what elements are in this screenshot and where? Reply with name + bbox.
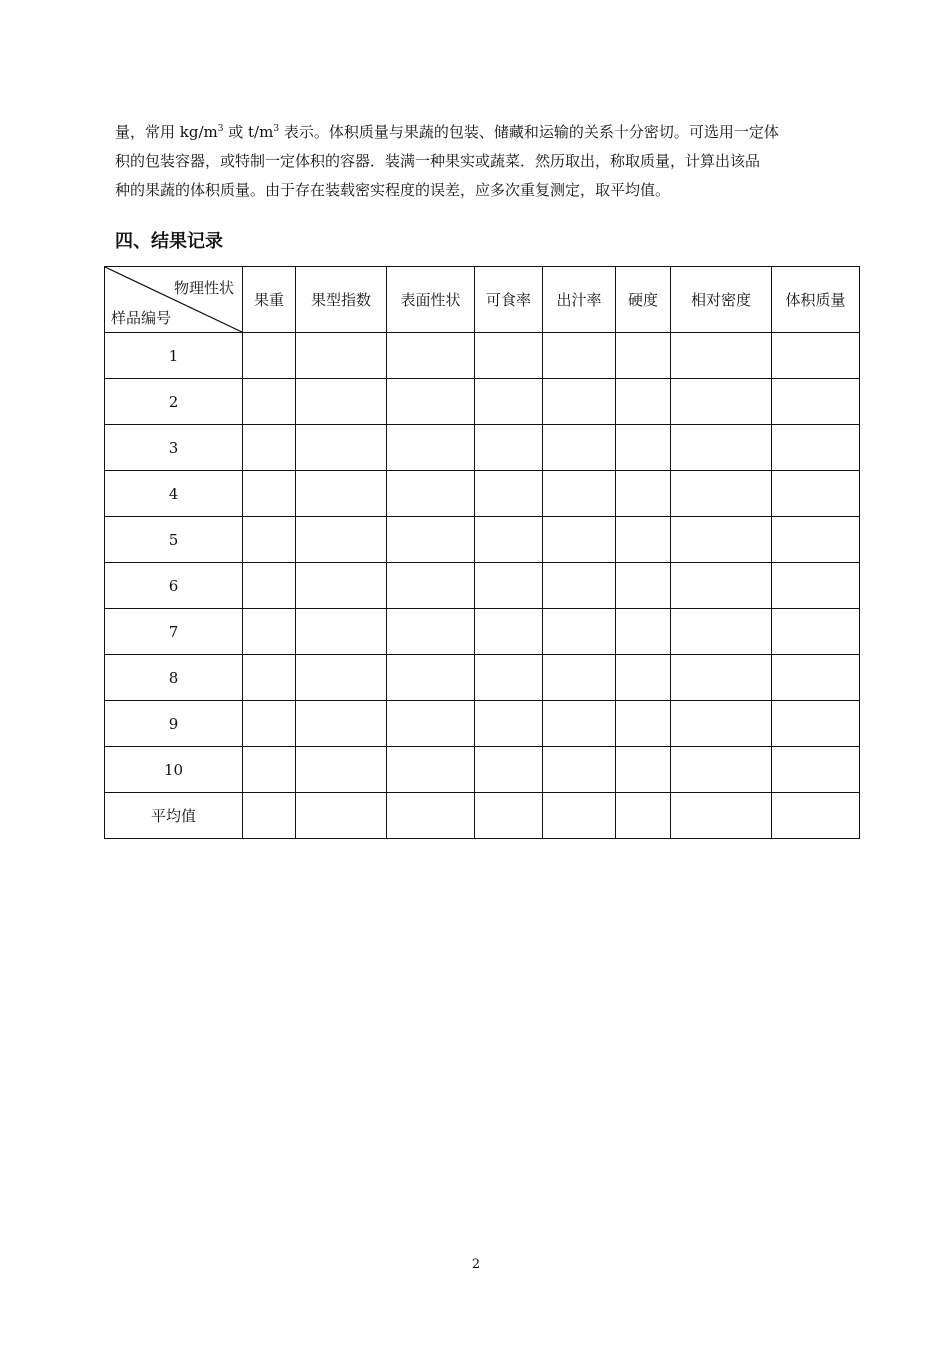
- empty-data-cell[interactable]: [475, 333, 543, 379]
- empty-data-cell[interactable]: [243, 425, 296, 471]
- corner-top-label: 物理性状: [173, 279, 234, 297]
- results-table: [104, 266, 860, 839]
- empty-data-cell[interactable]: [772, 701, 860, 747]
- column-header: 相对密度: [671, 267, 772, 333]
- empty-data-cell[interactable]: [543, 655, 616, 701]
- page-number: 2: [471, 1257, 481, 1272]
- column-header: 硬度: [616, 267, 671, 333]
- empty-data-cell[interactable]: [543, 379, 616, 425]
- empty-data-cell[interactable]: [616, 793, 671, 839]
- empty-data-cell[interactable]: [772, 517, 860, 563]
- empty-data-cell[interactable]: [543, 333, 616, 379]
- empty-data-cell[interactable]: [671, 379, 772, 425]
- corner-bottom-label: 样品编号: [111, 309, 172, 327]
- empty-data-cell[interactable]: [243, 333, 296, 379]
- empty-data-cell[interactable]: [772, 655, 860, 701]
- empty-data-cell[interactable]: [616, 333, 671, 379]
- superscript-2: 3: [273, 124, 280, 134]
- empty-data-cell[interactable]: [671, 517, 772, 563]
- column-header: 可食率: [475, 267, 543, 333]
- empty-data-cell[interactable]: [243, 655, 296, 701]
- empty-data-cell[interactable]: [243, 793, 296, 839]
- empty-data-cell[interactable]: [387, 563, 475, 609]
- empty-data-cell[interactable]: [772, 471, 860, 517]
- paragraph-line-1: [115, 118, 845, 147]
- empty-data-cell[interactable]: [475, 471, 543, 517]
- empty-data-cell[interactable]: [671, 609, 772, 655]
- empty-data-cell[interactable]: [616, 609, 671, 655]
- table-row: [105, 701, 860, 747]
- column-header: 果重: [243, 267, 296, 333]
- table-row: [105, 793, 860, 839]
- empty-data-cell[interactable]: [387, 333, 475, 379]
- empty-data-cell[interactable]: [387, 609, 475, 655]
- empty-data-cell[interactable]: [543, 747, 616, 793]
- empty-data-cell[interactable]: [772, 563, 860, 609]
- empty-data-cell[interactable]: [296, 425, 387, 471]
- table-row: [105, 425, 860, 471]
- corner-header-cell: [105, 267, 243, 333]
- empty-data-cell[interactable]: [243, 609, 296, 655]
- table-body: [105, 333, 860, 839]
- sample-number-cell: 4: [105, 471, 243, 517]
- empty-data-cell[interactable]: [243, 747, 296, 793]
- empty-data-cell[interactable]: [475, 655, 543, 701]
- empty-data-cell[interactable]: [243, 517, 296, 563]
- empty-data-cell[interactable]: [772, 609, 860, 655]
- section-heading: 四、结果记录: [115, 231, 223, 252]
- empty-data-cell[interactable]: [387, 793, 475, 839]
- paragraph-line-3: 种的果蔬的体积质量。由于存在装载密实程度的误差，应多次重复测定，取平均值。: [115, 181, 671, 199]
- sample-number-cell: 6: [105, 563, 243, 609]
- empty-data-cell[interactable]: [616, 747, 671, 793]
- empty-data-cell[interactable]: [616, 379, 671, 425]
- sample-number-cell: 平均值: [105, 793, 243, 839]
- line-1-text-b: 或 t/m: [223, 123, 274, 141]
- sample-number-cell: 8: [105, 655, 243, 701]
- empty-data-cell[interactable]: [671, 793, 772, 839]
- empty-data-cell[interactable]: [475, 517, 543, 563]
- empty-data-cell[interactable]: [671, 333, 772, 379]
- empty-data-cell[interactable]: [616, 517, 671, 563]
- sample-number-cell: 1: [105, 333, 243, 379]
- empty-data-cell[interactable]: [296, 701, 387, 747]
- empty-data-cell[interactable]: [296, 793, 387, 839]
- empty-data-cell[interactable]: [671, 425, 772, 471]
- empty-data-cell[interactable]: [543, 609, 616, 655]
- table-row: [105, 333, 860, 379]
- body-paragraph: [115, 118, 845, 205]
- sample-number-cell: 7: [105, 609, 243, 655]
- column-header: 果型指数: [296, 267, 387, 333]
- line-1-text-c: 表示。体积质量与果蔬的包装、储藏和运输的关系十分密切。可选用一定体: [279, 123, 779, 141]
- empty-data-cell[interactable]: [772, 333, 860, 379]
- table-row: [105, 655, 860, 701]
- empty-data-cell[interactable]: [543, 425, 616, 471]
- empty-data-cell[interactable]: [616, 471, 671, 517]
- empty-data-cell[interactable]: [475, 379, 543, 425]
- empty-data-cell[interactable]: [387, 655, 475, 701]
- sample-number-cell: 9: [105, 701, 243, 747]
- empty-data-cell[interactable]: [296, 471, 387, 517]
- empty-data-cell[interactable]: [387, 747, 475, 793]
- empty-data-cell[interactable]: [616, 425, 671, 471]
- table-row: [105, 563, 860, 609]
- empty-data-cell[interactable]: [772, 793, 860, 839]
- empty-data-cell[interactable]: [387, 517, 475, 563]
- empty-data-cell[interactable]: [475, 609, 543, 655]
- empty-data-cell[interactable]: [243, 471, 296, 517]
- table-row: [105, 747, 860, 793]
- empty-data-cell[interactable]: [616, 701, 671, 747]
- empty-data-cell[interactable]: [543, 701, 616, 747]
- empty-data-cell[interactable]: [296, 655, 387, 701]
- table-header-row: [105, 267, 860, 333]
- empty-data-cell[interactable]: [475, 425, 543, 471]
- table-row: [105, 379, 860, 425]
- empty-data-cell[interactable]: [616, 655, 671, 701]
- empty-data-cell[interactable]: [296, 609, 387, 655]
- empty-data-cell[interactable]: [671, 471, 772, 517]
- empty-data-cell[interactable]: [296, 747, 387, 793]
- empty-data-cell[interactable]: [543, 517, 616, 563]
- empty-data-cell[interactable]: [543, 793, 616, 839]
- sample-number-cell: 2: [105, 379, 243, 425]
- empty-data-cell[interactable]: [387, 379, 475, 425]
- table-row: [105, 609, 860, 655]
- empty-data-cell[interactable]: [387, 425, 475, 471]
- empty-data-cell[interactable]: [671, 563, 772, 609]
- empty-data-cell[interactable]: [671, 747, 772, 793]
- empty-data-cell[interactable]: [475, 747, 543, 793]
- table-row: [105, 517, 860, 563]
- paragraph-line-2: 积的包装容器，或特制一定体积的容器．装满一种果实或蔬菜．然历取出，称取质量，计算出该品: [115, 152, 761, 170]
- sample-number-cell: 3: [105, 425, 243, 471]
- empty-data-cell[interactable]: [296, 517, 387, 563]
- empty-data-cell[interactable]: [616, 563, 671, 609]
- empty-data-cell[interactable]: [387, 471, 475, 517]
- sample-number-cell: 5: [105, 517, 243, 563]
- empty-data-cell[interactable]: [243, 701, 296, 747]
- column-header: 表面性状: [387, 267, 475, 333]
- line-1-text-a: 量，常用 kg/m: [115, 123, 218, 141]
- column-header: 体积质量: [772, 267, 860, 333]
- empty-data-cell[interactable]: [772, 379, 860, 425]
- empty-data-cell[interactable]: [671, 655, 772, 701]
- column-header: 出汁率: [543, 267, 616, 333]
- empty-data-cell[interactable]: [543, 563, 616, 609]
- empty-data-cell[interactable]: [671, 701, 772, 747]
- empty-data-cell[interactable]: [772, 747, 860, 793]
- empty-data-cell[interactable]: [475, 701, 543, 747]
- empty-data-cell[interactable]: [243, 379, 296, 425]
- empty-data-cell[interactable]: [772, 425, 860, 471]
- superscript-1: 3: [217, 124, 224, 134]
- empty-data-cell[interactable]: [543, 471, 616, 517]
- empty-data-cell[interactable]: [296, 563, 387, 609]
- empty-data-cell[interactable]: [296, 333, 387, 379]
- table-row: [105, 471, 860, 517]
- empty-data-cell[interactable]: [296, 379, 387, 425]
- empty-data-cell[interactable]: [475, 563, 543, 609]
- empty-data-cell[interactable]: [475, 793, 543, 839]
- empty-data-cell[interactable]: [387, 701, 475, 747]
- empty-data-cell[interactable]: [243, 563, 296, 609]
- sample-number-cell: 10: [105, 747, 243, 793]
